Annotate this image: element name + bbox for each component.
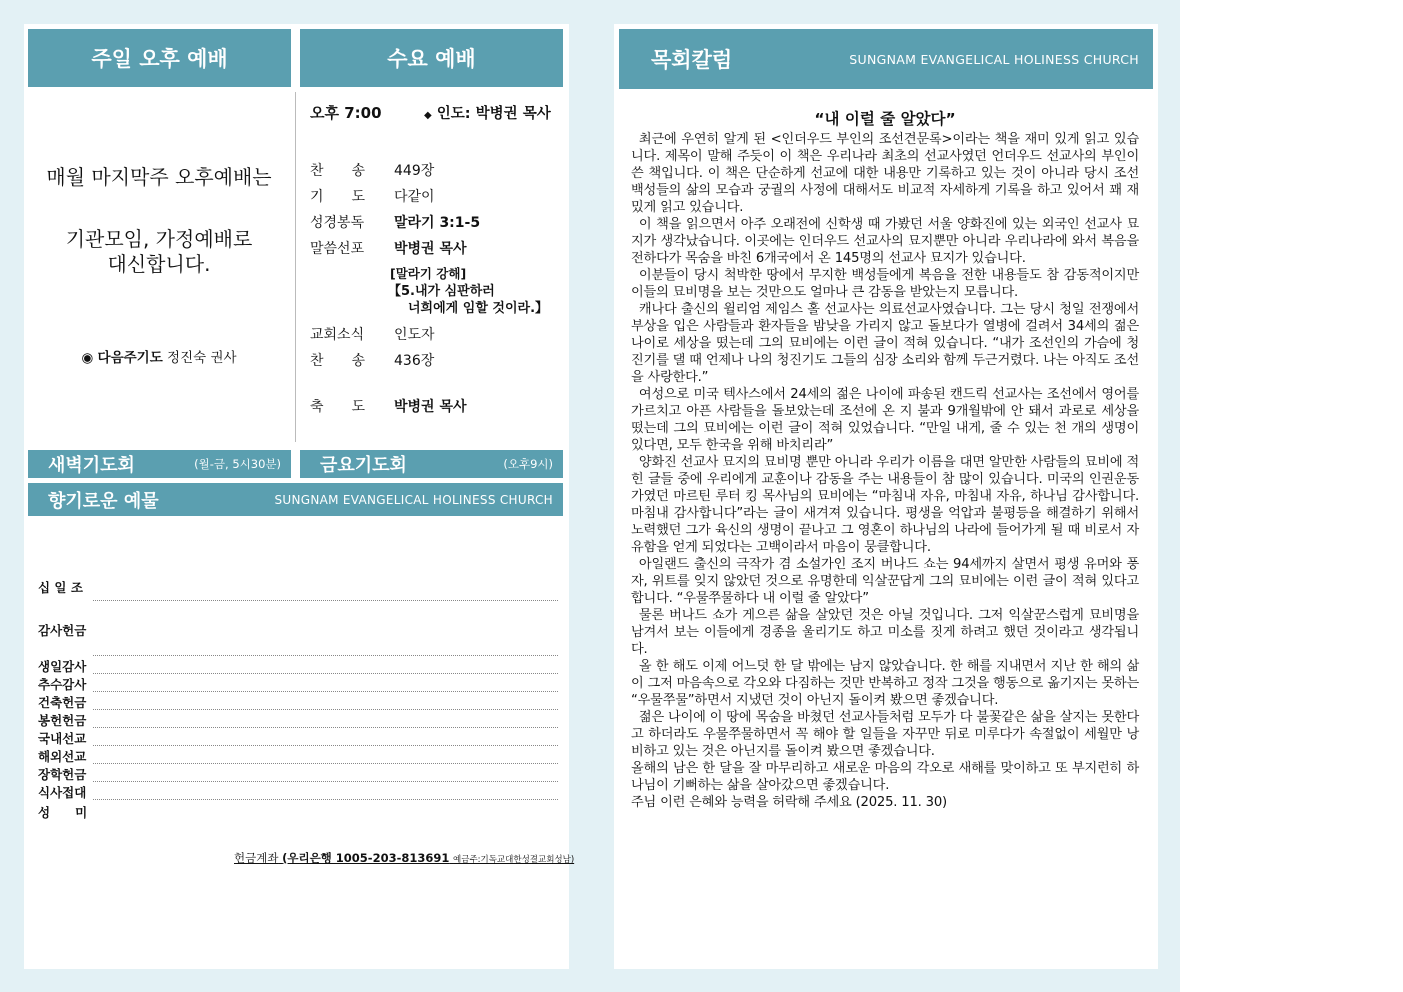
- order-value-news: 인도자: [394, 327, 435, 343]
- notice-line-1: 매월 마지막주 오후예배는: [46, 165, 272, 189]
- order-label-hymn1: 찬 송: [310, 163, 366, 179]
- sermon-title-line-2: 너희에게 임할 것이라.】: [408, 301, 549, 316]
- offering-line-meal: [93, 799, 558, 800]
- friday-prayer-bar: [300, 450, 563, 478]
- offering-line-building: [93, 709, 558, 710]
- column-paragraph: 올 한 해도 이제 어느덧 한 달 밖에는 남지 않았습니다. 한 해를 지내면서 지난 한 해의 삶이 그저 마음속으로 각오와 다짐하는 것만 반복하고 정작 그것을 행동으로 옮기지는 못하는 “우물쭈물”하면서 지냈던 것이 아닌지 돌이켜 봤으면 좋겠습니다.: [631, 659, 1139, 708]
- order-value-hymn2: 436장: [394, 353, 435, 369]
- column-divider: [295, 92, 296, 442]
- order-label-news: 교회소식: [310, 327, 365, 343]
- next-prayer-name: 정진숙 권사: [167, 350, 237, 366]
- column-header-bar: [619, 29, 1153, 89]
- dawn-prayer-time: (월-금, 5시30분): [194, 457, 281, 471]
- column-paragraph: 아일랜드 출신의 극작가 겸 소설가인 조지 버나드 쇼는 94세까지 살면서 평생 유머와 풍자, 위트를 잊지 않았던 것으로 유명한데 익살꾼답게 그의 묘비에는 이런 글이 적혀 있다고 합니다. “우물쭈물하다 내 이럴 줄 알았다”: [631, 557, 1139, 606]
- offering-label-foreign-mission: 해외선교: [38, 749, 87, 764]
- next-prayer-label: 다음주기도: [97, 350, 163, 366]
- offering-label-harvest: 추수감사: [38, 677, 87, 692]
- sunday-notice: [30, 165, 288, 277]
- order-label-scripture: 성경봉독: [310, 215, 365, 231]
- dawn-prayer-bar: [28, 450, 291, 478]
- offering-label-rice: 성 미: [38, 805, 88, 820]
- offering-church-name: SUNGNAM EVANGELICAL HOLINESS CHURCH: [274, 492, 553, 507]
- offering-label-tithe: 십 일 조: [38, 580, 83, 595]
- sunday-service-header: 주일 오후 예배: [28, 29, 291, 87]
- column-paragraph: 캐나다 출신의 윌리엄 제임스 홀 선교사는 의료선교사였습니다. 그는 당시 청일 전쟁에서 부상을 입은 사람들과 환자들을 밤낮을 가리지 않고 돌보다가 열병에 걸려서 34세의 젊은 나이로 세상을 떴는데 그의 묘비에는 이런 글이 적혀 있습니다. “내가 조선인의 가슴에 청진기를 댈 때 언제나 나의 청진기도 그들의 심장 소리와 함께 두근거렸다. 나는 아직도 조선을 사랑한다.”: [631, 302, 1139, 385]
- offering-label-building: 건축헌금: [38, 695, 87, 710]
- column-title: “내 이럴 줄 알았다”: [814, 110, 956, 128]
- offering-line-tithe: [93, 600, 558, 601]
- order-value-sermon: 박병권 목사: [394, 241, 467, 257]
- wednesday-time: 오후 7:00: [310, 104, 382, 122]
- notice-line-2: 기관모임, 가정예배로: [65, 227, 253, 251]
- column-body: [631, 131, 1139, 811]
- account-label: 헌금계좌: [234, 851, 279, 865]
- sermon-title-line-1: 【5.내가 심판하러: [388, 284, 495, 299]
- order-value-scripture: 말라기 3:1-5: [394, 215, 481, 231]
- column-paragraph: 이 책을 읽으면서 아주 오래전에 신학생 때 가봤던 서울 양화진에 있는 외국인 선교사 묘지가 생각났습니다. 이곳에는 인더우드 선교사의 묘지뿐만 아니라 우리나라에 와서 복음을 전하다가 목숨을 바친 6개국에서 온 145명의 선교사 묘지가 있습니다.: [631, 217, 1139, 266]
- order-label-prayer: 기 도: [310, 189, 366, 205]
- column-paragraph: 올해의 남은 한 달을 잘 마무리하고 새로운 마음의 각오로 새해를 맞이하고 또 부지런히 하나님이 기뻐하는 삶을 살아갔으면 좋겠습니다.: [631, 761, 1139, 793]
- offering-line-thanks: [93, 655, 558, 656]
- offering-label-birthday: 생일감사: [38, 659, 87, 674]
- offering-line-domestic-mission: [93, 745, 558, 746]
- next-prayer: [30, 346, 288, 366]
- offering-line-dedication: [93, 727, 558, 728]
- order-value-benediction: 박병권 목사: [394, 399, 467, 415]
- bullet-icon: ◉: [81, 350, 94, 366]
- account-number: (우리은행 1005-203-813691: [282, 851, 450, 865]
- friday-prayer-time: (오후9시): [503, 457, 553, 471]
- offering-line-harvest: [93, 691, 558, 692]
- notice-line-3: 대신합니다.: [107, 252, 211, 276]
- order-label-hymn2: 찬 송: [310, 353, 366, 369]
- order-label-sermon: 말씀선포: [310, 241, 365, 257]
- offering-line-scholarship: [93, 781, 558, 782]
- offering-label-domestic-mission: 국내선교: [38, 731, 87, 746]
- column-signoff: 주님 이런 은혜와 능력을 허락해 주세요 (2025. 11. 30): [631, 795, 947, 810]
- column-paragraph: 이분들이 당시 척박한 땅에서 무지한 백성들에게 복음을 전한 내용들도 참 감동적이지만 이들의 묘비명을 보는 것만으도 얼마나 큰 감동을 받았는지 모릅니다.: [631, 268, 1139, 300]
- offering-label-meal: 식사접대: [38, 785, 87, 800]
- wednesday-leader: [424, 102, 551, 123]
- column-church-name: SUNGNAM EVANGELICAL HOLINESS CHURCH: [849, 51, 1139, 67]
- offering-line-birthday: [93, 673, 558, 674]
- friday-prayer-title: 금요기도회: [320, 455, 407, 476]
- offering-account: [234, 850, 574, 866]
- order-value-hymn1: 449장: [394, 163, 435, 179]
- dawn-prayer-title: 새벽기도회: [48, 455, 135, 476]
- wednesday-service-header: 수요 예배: [300, 29, 563, 87]
- offering-label-thanks: 감사헌금: [38, 623, 87, 638]
- order-value-prayer: 다같이: [394, 189, 435, 205]
- column-paragraph: 양화진 선교사 묘지의 묘비명 뿐만 아니라 우리가 이름을 대면 알만한 사람들의 묘비에 적힌 글들 중에 우리에게 교훈이나 감동을 주는 내용들이 참 많이 있습니다. 미국의 인권운동가였던 마르틴 루터 킹 목사님의 묘비에는 “마침내 자유, 마침내 자유, 하나님 감사합니다. 마침내 감사합니다”라는 글이 새겨져 있습니다. 평생을 억압과 불평등을 해결하기 위해서 노력했던 그가 육신의 생명이 끝나고 그 영혼이 하나님의 나라에 들어가게 될 때 비로서 자유함을 얻게 되었다는 고백이라서 마음이 뭉클합니다.: [631, 455, 1139, 555]
- offering-label-dedication: 봉헌헌금: [38, 713, 87, 728]
- offering-bar: [28, 483, 563, 516]
- column-paragraph: 물론 버나드 쇼가 게으른 삶을 살았던 것은 아닐 것입니다. 그저 익살꾼스럽게 묘비명을 남겨서 보는 이들에게 경종을 울리기도 하고 미소를 짓게 하려고 했던 것이라고 생각됩니다.: [631, 608, 1139, 657]
- diamond-icon: ◆: [424, 110, 432, 121]
- lecture-series: [말라기 강해]: [390, 266, 467, 281]
- column-paragraph: 여성으로 미국 텍사스에서 24세의 젊은 나이에 파송된 캔드릭 선교사는 조선에서 영어를 가르치고 아픈 사람들을 돌보았는데 조선에 온 지 불과 9개월밖에 안 돼서 과로로 세상을 떴는데 그의 묘비에는 이런 글이 적혀 있었습니다. “만일 내게, 줄 수 있는 천 개의 생명이 있다면, 모두 한국을 위해 바치리라”: [631, 387, 1139, 453]
- account-holder: 예금주:기독교대한성결교회성남): [453, 855, 575, 865]
- leader-text: 인도: 박병권 목사: [436, 106, 551, 122]
- offering-label-scholarship: 장학헌금: [38, 767, 87, 782]
- offering-title: 향기로운 예물: [48, 490, 159, 512]
- offering-line-foreign-mission: [93, 763, 558, 764]
- column-paragraph: 젊은 나이에 이 땅에 목숨을 바쳤던 선교사들처럼 모두가 다 불꽃같은 삶을 살지는 못한다고 하더라도 우물쭈물하면서 꼭 해야 할 일들을 자꾸만 뒤로 미루다가 속절없이 세월만 낭비하고 있는 것은 아닌지를 돌이켜 봤으면 좋겠습니다.: [631, 710, 1139, 759]
- column-header-title: 목회칼럼: [651, 48, 733, 72]
- column-paragraph: 최근에 우연히 알게 된 <인더우드 부인의 조선견문록>이라는 책을 재미 있게 읽고 있습니다. 제목이 말해 주듯이 이 책은 우리나라 최초의 선교사였던 언더우드 선교사의 부인이 쓴 책입니다. 이 책은 단순하게 선교에 대한 내용만 기록하고 있는 것이 아니라 당시 조선 백성들의 삶의 모습과 궁궐의 사정에 대해서도 비교적 자세하게 기록을 하고 있어서 꽤 재밌게 읽고 있습니다.: [631, 132, 1139, 215]
- order-label-benediction: 축 도: [310, 399, 366, 415]
